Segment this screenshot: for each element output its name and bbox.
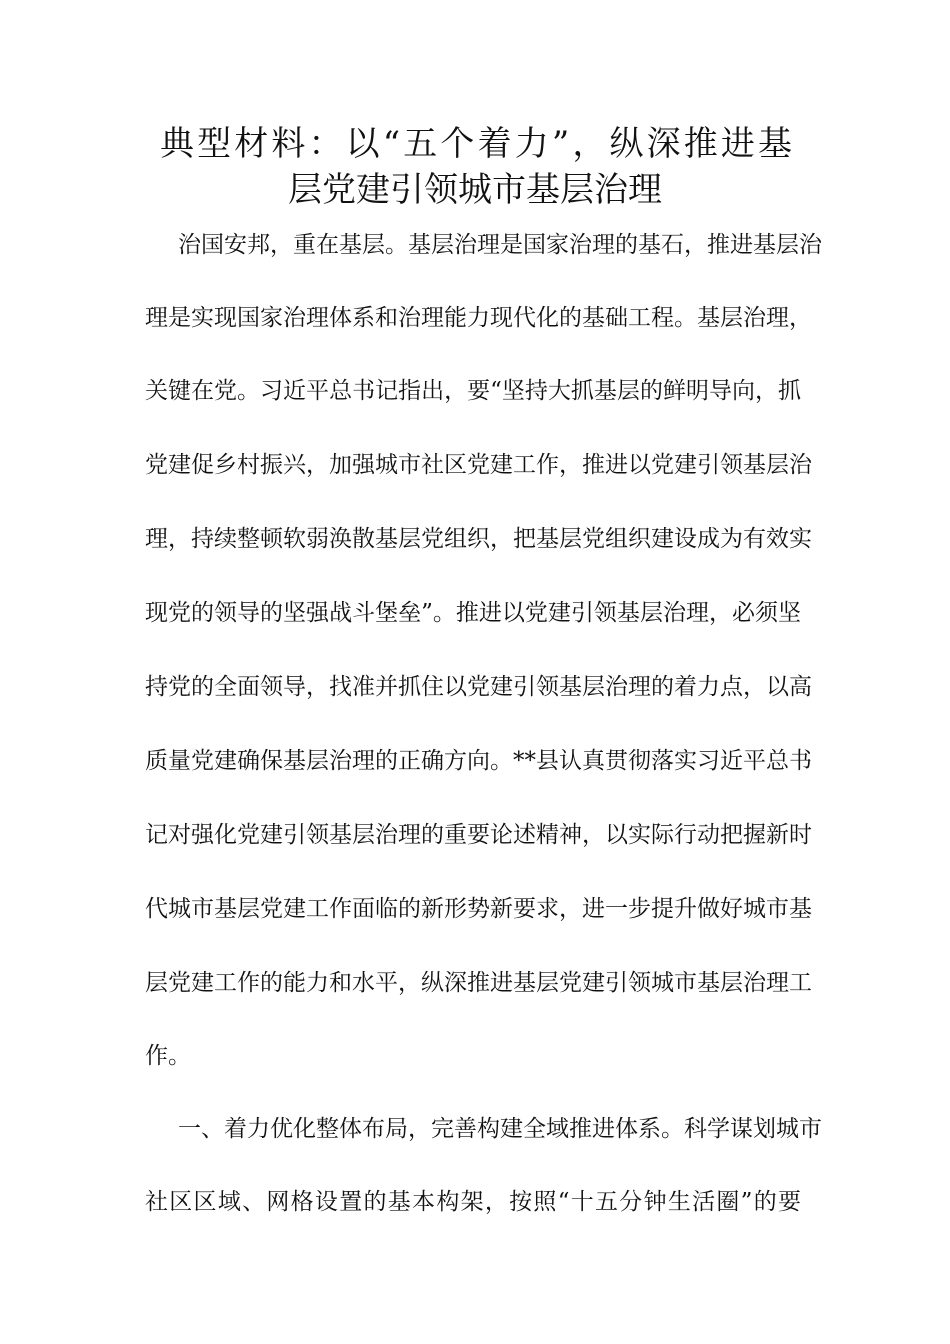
- document-title-line-2: 层党建引领城市基层治理: [288, 170, 662, 210]
- body-line: 理是实现国家治理体系和治理能力现代化的基础工程。基层治理，: [145, 305, 812, 331]
- body-line: 代城市基层党建工作面临的新形势新要求，进一步提升做好城市基: [145, 896, 812, 922]
- body-line: 治国安邦，重在基层。基层治理是国家治理的基石，推进基层治: [178, 232, 822, 258]
- body-line: 作。: [145, 1043, 191, 1069]
- body-line: 质量党建确保基层治理的正确方向。**县认真贯彻落实习近平总书: [145, 748, 812, 774]
- body-line: 层党建工作的能力和水平，纵深推进基层党建引领城市基层治理工: [145, 970, 812, 996]
- body-line: 持党的全面领导，找准并抓住以党建引领基层治理的着力点，以高: [145, 674, 812, 700]
- body-line: 社区区域、网格设置的基本构架，按照“十五分钟生活圈”的要: [145, 1189, 801, 1215]
- section-heading-line: 一、着力优化整体布局，完善构建全域推进体系。科学谋划城市: [178, 1116, 822, 1142]
- body-line: 理，持续整顿软弱涣散基层党组织，把基层党组织建设成为有效实: [145, 526, 812, 552]
- body-line: 关键在党。习近平总书记指出，要“坚持大抓基层的鲜明导向，抓: [145, 378, 801, 404]
- body-line: 党建促乡村振兴，加强城市社区党建工作，推进以党建引领基层治: [145, 452, 812, 478]
- body-line: 记对强化党建引领基层治理的重要论述精神，以实际行动把握新时: [145, 822, 812, 848]
- document-title-line-1: 典型材料：以“五个着力”，纵深推进基: [160, 124, 792, 164]
- body-line: 现党的领导的坚强战斗堡垒”。推进以党建引领基层治理，必须坚: [145, 600, 801, 626]
